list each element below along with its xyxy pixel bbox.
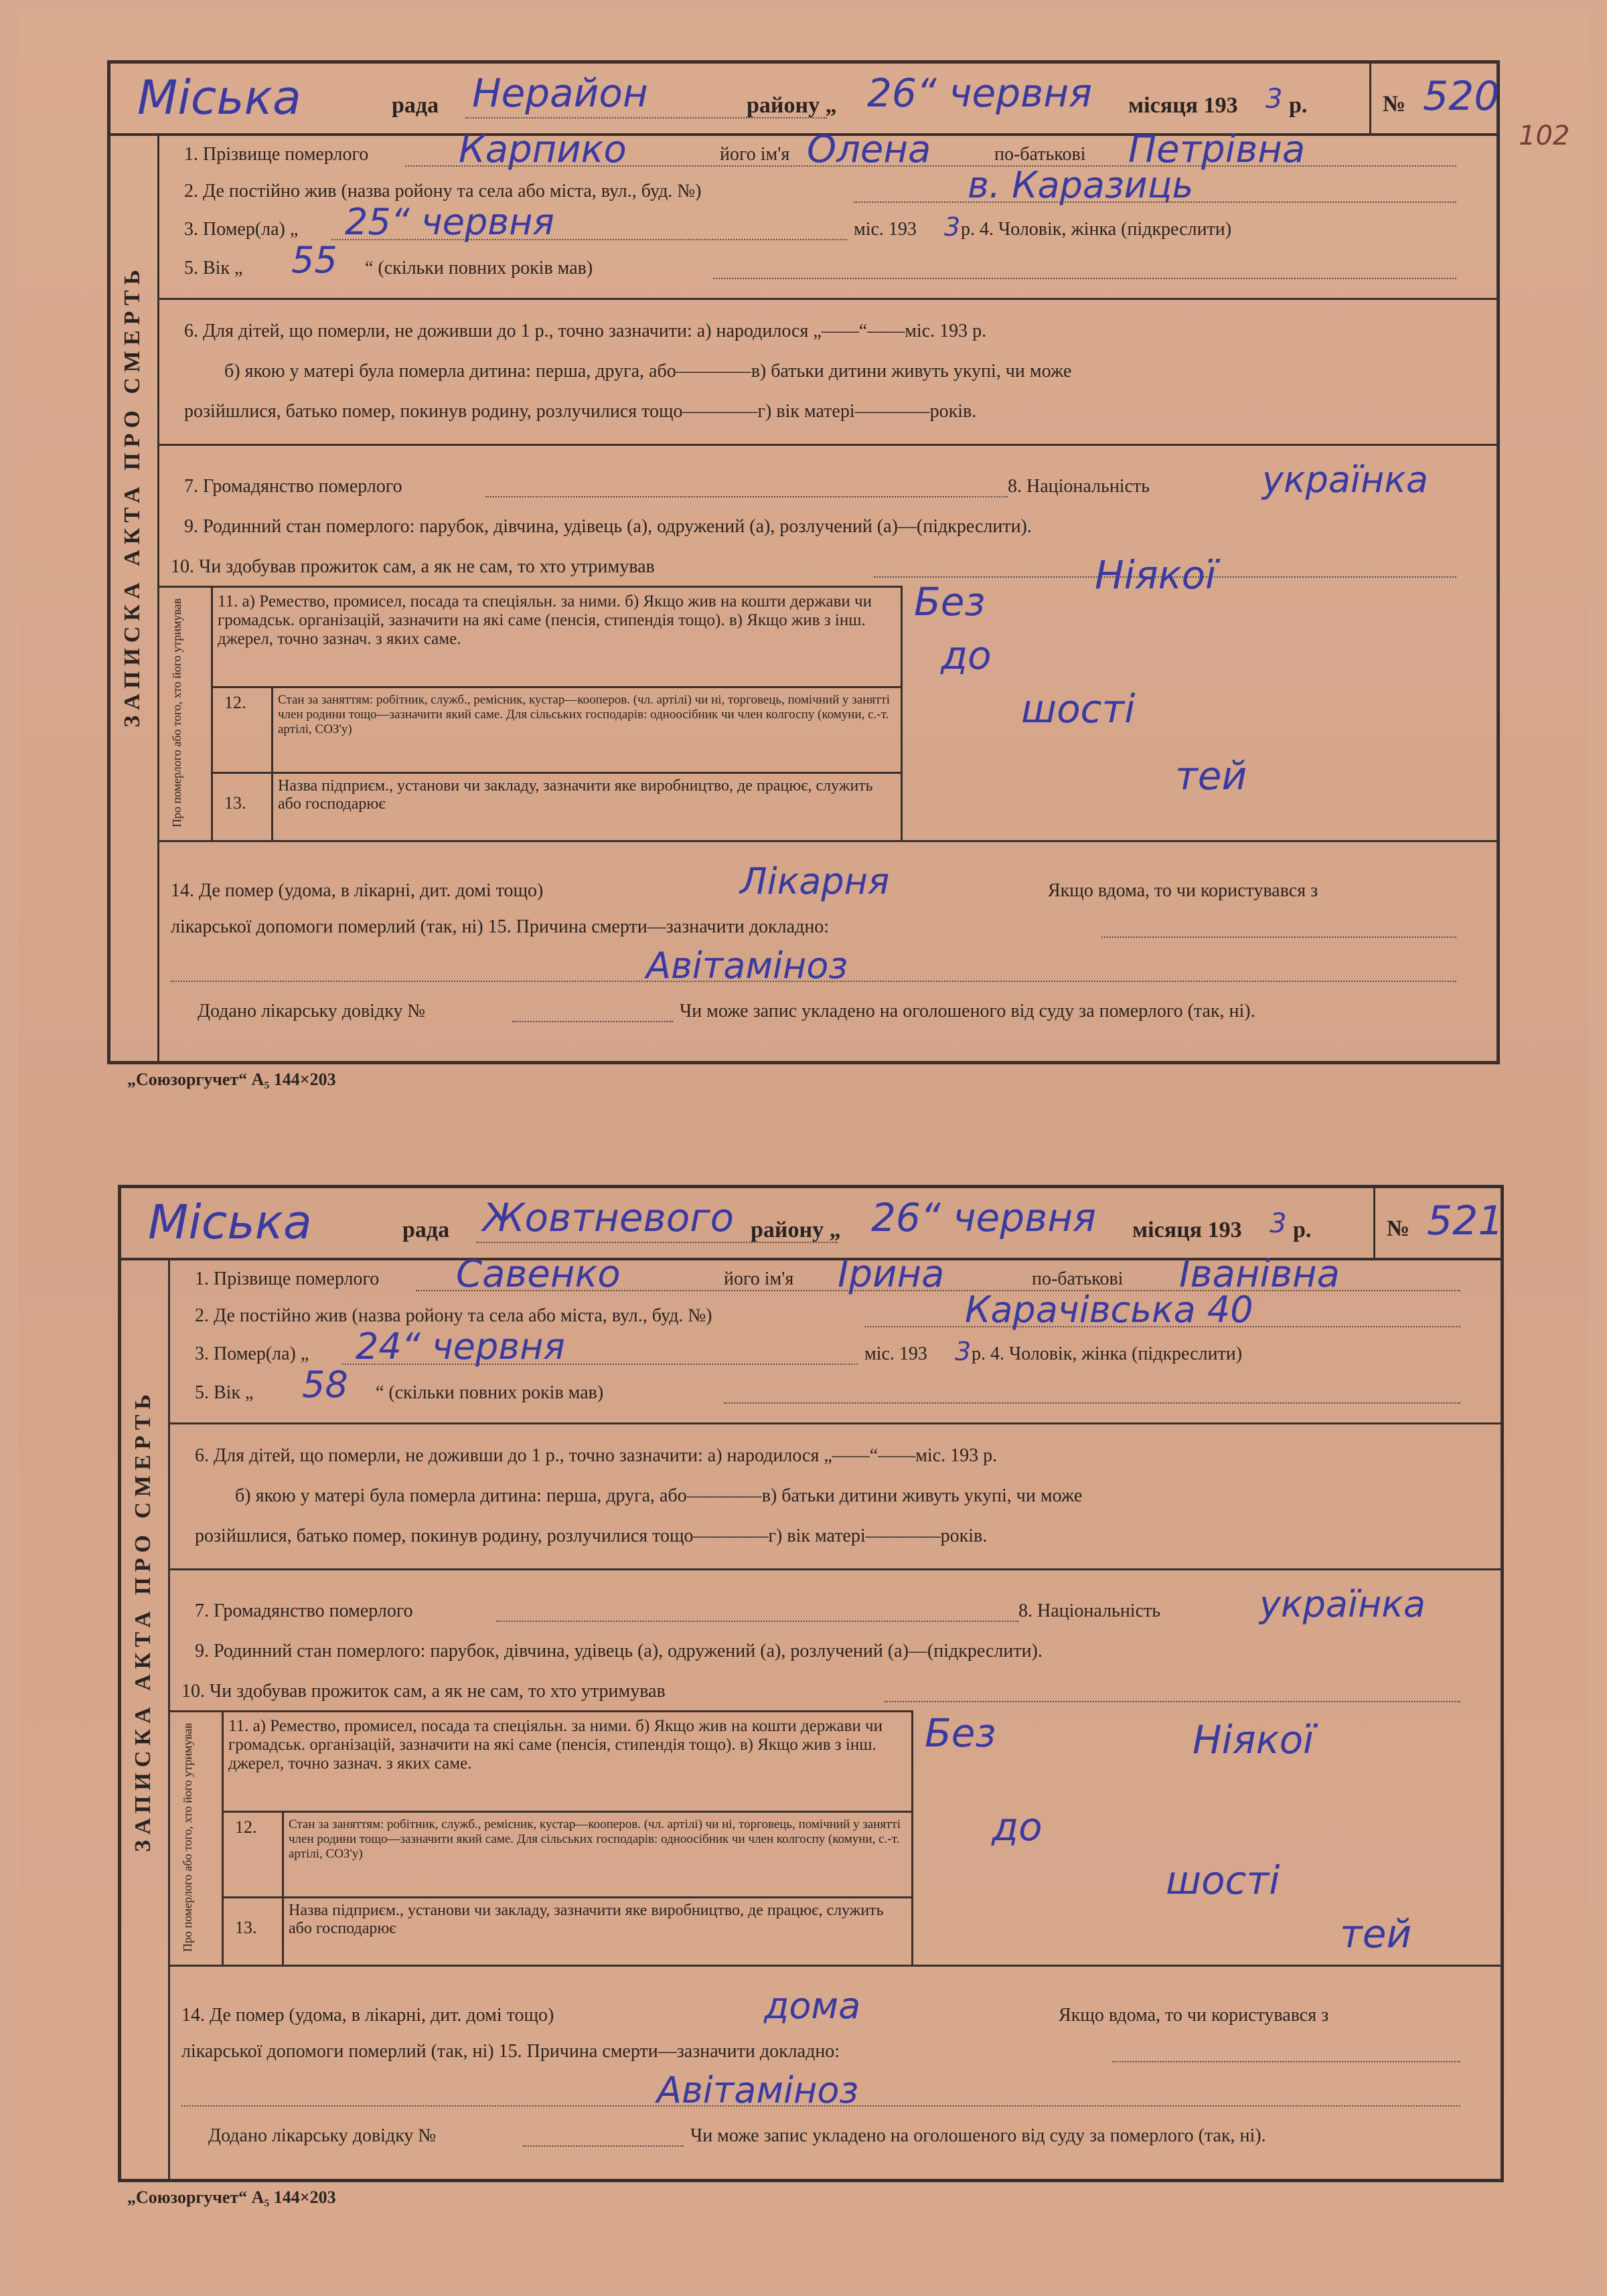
- patronymic-label: по-батькові: [1032, 1268, 1124, 1289]
- footer-line-b: Чи може запис укладено на оголошеного від суду за померлого (так, ні).: [680, 1001, 1255, 1021]
- row13-text: Назва підприєм., установи чи закладу, зазначити яке виробництво, де працює, служить або господарює: [289, 1902, 884, 1937]
- footer-line-a: Додано лікарську довідку №: [198, 1001, 426, 1021]
- row6c-text: розійшлися, батько помер, покинув родину, розлучилися тощо————г) вік матері————років.: [184, 401, 977, 422]
- year-handwritten: 3: [1270, 1208, 1287, 1239]
- occupation-hw-3: до: [992, 1804, 1043, 1850]
- side-title: ЗАПИСКА АКТА ПРО СМЕРТЬ: [120, 264, 145, 728]
- row3-month: міс. 193: [864, 1343, 927, 1364]
- row3-tail: р. 4. Чоловік, жінка (підкреслити): [972, 1343, 1243, 1364]
- place-of-death-handwritten: Лікарня: [740, 860, 890, 902]
- footer-line-a: Додано лікарську довідку №: [208, 2125, 437, 2146]
- row14-tail: Якщо вдома, то чи користувався з: [1059, 2005, 1329, 2026]
- name-label: його ім'я: [720, 144, 790, 165]
- rayonu-label: району „: [751, 1218, 841, 1242]
- row14-label: 14. Де помер (удома, в лікарні, дит. домі тощо): [171, 880, 544, 901]
- row5-tail: “ (скільки повних років мав): [376, 1382, 604, 1403]
- row12-number: 12.: [224, 693, 246, 712]
- row12-number: 12.: [235, 1817, 257, 1837]
- form-header: [121, 1188, 1504, 1260]
- row9-text: 9. Родинний стан померлого: парубок, дівчина, удівець (а), одружений (а), розлучений (а)—(підкреслити).: [184, 516, 1032, 537]
- row13-text: Назва підприєм., установи чи закладу, зазначити яке виробництво, де працює, служить або господарює: [278, 777, 873, 813]
- district-handwritten: Нерайон: [472, 70, 648, 116]
- occupation-hw-2: Ніякої: [1193, 1717, 1314, 1762]
- occupation-hw-5: тей: [1340, 1911, 1412, 1957]
- district-handwritten: Жовтневого: [483, 1195, 735, 1240]
- row6b-text: б) якою у матері була померла дитина: перша, друга, або————в) батьки дитини живуть укупі, чи може: [235, 1485, 1083, 1506]
- cause-of-death-handwritten: Авітаміноз: [657, 2069, 859, 2111]
- name-handwritten: Ірина: [838, 1252, 945, 1296]
- council-handwritten: Міська: [148, 1195, 312, 1250]
- footer-line-b: Чи може запис укладено на оголошеного від суду за померлого (так, ні).: [690, 2125, 1266, 2146]
- row14b-text: лікарської допомоги померлий (так, ні) 15. Причина смерти—зазначити докладно:: [171, 916, 830, 937]
- side-small-label: Про померлого або того, хто його утримував: [181, 1722, 194, 1953]
- nationality-handwritten: українка: [1262, 459, 1428, 501]
- residence-handwritten: Карачівська 40: [965, 1289, 1253, 1331]
- row7-label: 7. Громадянство померлого: [195, 1601, 413, 1621]
- row11-text: 11. а) Ремество, промисел, посада та спеціяльн. за ними. б) Якщо жив на кошти держави чи громадськ. організацій, зазначити на які саме (пенсія, стипендія тощо). в) Якщо жив з інш. джерел, точно зазнач. з яких саме.: [218, 592, 872, 648]
- occupation-hw-4: шості: [1021, 686, 1136, 732]
- patronymic-handwritten: Петрівна: [1128, 128, 1306, 171]
- name-label: його ім'я: [724, 1268, 794, 1289]
- date-handwritten: 26“ червня: [867, 70, 1093, 116]
- row6b-text: б) якою у матері була померла дитина: перша, друга, або————в) батьки дитини живуть укупі, чи може: [224, 361, 1072, 382]
- death-date-handwritten: 24“ червня: [356, 1325, 565, 1368]
- row5-tail: “ (скільки повних років мав): [365, 258, 593, 278]
- row13-number: 13.: [235, 1918, 257, 1937]
- nationality-handwritten: українка: [1259, 1583, 1426, 1625]
- row12-text: Стан за заняттям: робітник, служб., ремісник, кустар—кооперов. (чл. артілі) чи ні, торговець, помічний у занятті член родини тощо—зазначити який саме. Для сільських господарів: одноосібник чи член колгоспу (комуни, с.-т. артілі, СОЗ'у): [278, 693, 890, 736]
- row3-tail: р. 4. Чоловік, жінка (підкреслити): [961, 219, 1232, 240]
- row3-year-handwritten: 3: [955, 1337, 972, 1366]
- place-of-death-handwritten: дома: [764, 1985, 861, 2027]
- nationality-label: 8. Національність: [1018, 1601, 1161, 1621]
- record-number-label: №: [1387, 1216, 1410, 1241]
- surname-handwritten: Карпико: [459, 128, 627, 171]
- residence-handwritten: в. Каразиць: [968, 164, 1194, 206]
- row3-month: міс. 193: [854, 219, 917, 240]
- occupation-hw-4: шості: [1166, 1858, 1280, 1903]
- occupation-hw-1: Без: [914, 579, 986, 625]
- surname-handwritten: Савенко: [456, 1252, 621, 1296]
- row10-text: 10. Чи здобував прожиток сам, а як не сам, то хто утримував: [181, 1681, 666, 1702]
- occupation-hw-5: тей: [1175, 753, 1247, 799]
- form-header: [110, 64, 1500, 136]
- record-number-label: №: [1383, 92, 1406, 116]
- row6c-text: розійшлися, батько помер, покинув родину, розлучилися тощо————г) вік матері————років.: [195, 1526, 988, 1546]
- date-handwritten: 26“ червня: [871, 1195, 1097, 1240]
- death-record-form-1: [107, 60, 1500, 1064]
- occupation-hw-1: Без: [925, 1710, 996, 1756]
- r-label: р.: [1293, 1218, 1312, 1242]
- council-handwritten: Міська: [137, 70, 301, 125]
- row12-text: Стан за заняттям: робітник, служб., ремісник, кустар—кооперов. (чл. артілі) чи ні, торговець, помічний у занятті член родини тощо—зазначити який саме. Для сільських господарів: одноосібник чи член колгоспу (комуни, с.-т. артілі, СОЗ'у): [289, 1817, 901, 1861]
- row10-text: 10. Чи здобував прожиток сам, а як не сам, то хто утримував: [171, 556, 655, 577]
- side-title: ЗАПИСКА АКТА ПРО СМЕРТЬ: [131, 1389, 155, 1852]
- death-date-handwritten: 25“ червня: [345, 201, 554, 243]
- month-label: місяця 193: [1128, 93, 1238, 118]
- occupation-hw-2: Ніякої: [1095, 552, 1217, 598]
- imprint-1: „Союзоргучет“ А₅ 144×203: [127, 1070, 336, 1089]
- age-handwritten: 58: [302, 1364, 348, 1406]
- nationality-label: 8. Національність: [1008, 476, 1150, 497]
- row14-tail: Якщо вдома, то чи користувався з: [1048, 880, 1318, 901]
- row1-label: 1. Прізвище померлого: [195, 1268, 380, 1289]
- death-record-form-2: [118, 1185, 1504, 2182]
- margin-page-number: 102: [1519, 120, 1570, 151]
- rada-label: рада: [392, 93, 439, 118]
- row6a-text: 6. Для дітей, що померли, не доживши до 1 р., точно зазначити: а) народилося „——“——міс. 193 р.: [184, 321, 987, 341]
- row2-label: 2. Де постійно жив (назва ройону та села або міста, вул., буд. №): [195, 1305, 712, 1326]
- rayonu-label: району „: [747, 93, 837, 118]
- row5-label: 5. Вік „: [184, 258, 243, 278]
- record-number-handwritten: 521: [1427, 1198, 1504, 1244]
- row3-label: 3. Помер(ла) „: [184, 219, 299, 240]
- side-small-label: Про померлого або того, хто його утримував: [170, 598, 183, 828]
- row5-label: 5. Вік „: [195, 1382, 254, 1403]
- row9-text: 9. Родинний стан померлого: парубок, дівчина, удівець (а), одружений (а), розлучений (а)—(підкреслити).: [195, 1641, 1043, 1661]
- row13-number: 13.: [224, 793, 246, 813]
- row7-label: 7. Громадянство померлого: [184, 476, 402, 497]
- row2-label: 2. Де постійно жив (назва ройону та села або міста, вул., буд. №): [184, 181, 702, 201]
- patronymic-handwritten: Іванівна: [1179, 1252, 1340, 1296]
- row14-label: 14. Де помер (удома, в лікарні, дит. домі тощо): [181, 2005, 554, 2026]
- occupation-hw-3: до: [941, 633, 992, 678]
- record-number-handwritten: 520: [1423, 73, 1500, 120]
- row3-label: 3. Помер(ла) „: [195, 1343, 309, 1364]
- row6a-text: 6. Для дітей, що померли, не доживши до 1 р., точно зазначити: а) народилося „——“——міс. 193 р.: [195, 1445, 998, 1466]
- r-label: р.: [1289, 93, 1308, 118]
- year-handwritten: 3: [1266, 84, 1283, 114]
- cause-of-death-handwritten: Авітаміноз: [646, 945, 848, 987]
- patronymic-label: по-батькові: [994, 144, 1086, 165]
- rada-label: рада: [402, 1218, 450, 1242]
- row1-label: 1. Прізвище померлого: [184, 144, 369, 165]
- row11-text: 11. а) Ремество, промисел, посада та спеціяльн. за ними. б) Якщо жив на кошти держави чи громадськ. організацій, зазначити на які саме (пенсія, стипендія тощо). в) Якщо жив з інш. джерел, точно зазнач. з яких саме.: [228, 1717, 883, 1773]
- row14b-text: лікарської допомоги померлий (так, ні) 15. Причина смерти—зазначити докладно:: [181, 2041, 840, 2062]
- imprint-2: „Союзоргучет“ А₅ 144×203: [127, 2188, 336, 2207]
- month-label: місяця 193: [1132, 1218, 1242, 1242]
- name-handwritten: Олена: [807, 128, 931, 171]
- row3-year-handwritten: 3: [944, 212, 961, 242]
- age-handwritten: 55: [291, 239, 337, 281]
